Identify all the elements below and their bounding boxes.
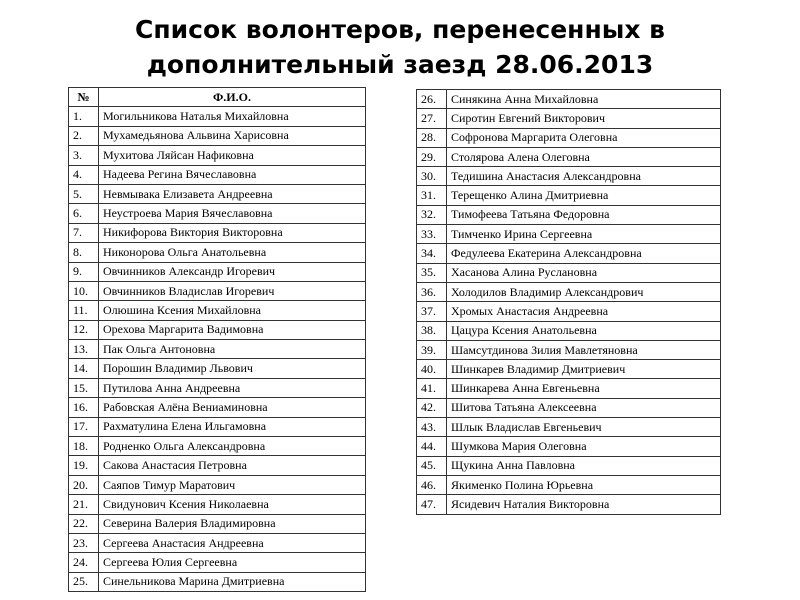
row-number: 28.: [417, 128, 447, 147]
row-number: 1.: [69, 107, 99, 126]
volunteer-name: Орехова Маргарита Вадимовна: [99, 320, 366, 339]
row-number: 33.: [417, 225, 447, 244]
volunteer-name: Якименко Полина Юрьевна: [447, 475, 721, 494]
table-row: [417, 244, 721, 263]
row-number: 38.: [417, 321, 447, 340]
row-number: 5.: [69, 184, 99, 203]
row-number: 41.: [417, 379, 447, 398]
table-row: [69, 398, 366, 417]
table-row: [417, 225, 721, 244]
volunteer-name: Овчинников Александр Игоревич: [99, 262, 366, 281]
volunteer-name: Терещенко Алина Дмитриевна: [447, 186, 721, 205]
table-row: [69, 184, 366, 203]
table-row: [69, 359, 366, 378]
volunteer-name: Шамсутдинова Зилия Мавлетяновна: [447, 340, 721, 359]
row-number: 32.: [417, 205, 447, 224]
row-number: 4.: [69, 165, 99, 184]
table-row: [69, 243, 366, 262]
table-row: [417, 205, 721, 224]
table-row: [69, 553, 366, 572]
row-number: 43.: [417, 418, 447, 437]
volunteer-name: Тимофеева Татьяна Федоровна: [447, 205, 721, 224]
volunteer-name: Могильникова Наталья Михайловна: [99, 107, 366, 126]
table-row: [417, 398, 721, 417]
row-number: 42.: [417, 398, 447, 417]
volunteer-name: Шлык Владислав Евгеньевич: [447, 418, 721, 437]
title-line-1: Список волонтеров, перенесенных в: [135, 15, 665, 44]
row-number: 37.: [417, 302, 447, 321]
row-number: 14.: [69, 359, 99, 378]
title-line-2: дополнительный заезд 28.06.2013: [146, 50, 654, 79]
page-title: [0, 12, 800, 82]
row-number: 27.: [417, 109, 447, 128]
volunteer-name: Рабовская Алёна Вениаминовна: [99, 398, 366, 417]
row-number: 10.: [69, 281, 99, 300]
table-row: [69, 417, 366, 436]
table-row: [417, 263, 721, 282]
table-row: [69, 320, 366, 339]
volunteer-name: Саяпов Тимур Маратович: [99, 475, 366, 494]
row-number: 11.: [69, 301, 99, 320]
volunteer-name: Рахматулина Елена Ильгамовна: [99, 417, 366, 436]
volunteer-name: Невмывака Елизавета Андреевна: [99, 184, 366, 203]
row-number: 22.: [69, 514, 99, 533]
volunteer-name: Сакова Анастасия Петровна: [99, 456, 366, 475]
table-row: [417, 90, 721, 109]
volunteer-name: Свидунович Ксения Николаевна: [99, 495, 366, 514]
table-row: [69, 572, 366, 591]
table-row: [417, 302, 721, 321]
volunteer-name: Тимченко Ирина Сергеевна: [447, 225, 721, 244]
row-number: 34.: [417, 244, 447, 263]
volunteer-name: Холодилов Владимир Александрович: [447, 282, 721, 301]
volunteer-name: Овчинников Владислав Игоревич: [99, 281, 366, 300]
table-row: [417, 321, 721, 340]
volunteer-name: Щукина Анна Павловна: [447, 456, 721, 475]
table-row: [69, 514, 366, 533]
row-number: 13.: [69, 340, 99, 359]
table-row: [69, 533, 366, 552]
table-row: [69, 281, 366, 300]
row-number: 25.: [69, 572, 99, 591]
table-row: [69, 126, 366, 145]
volunteer-name: Неустроева Мария Вячеславовна: [99, 204, 366, 223]
header-number: №: [69, 88, 99, 107]
row-number: 39.: [417, 340, 447, 359]
row-number: 15.: [69, 378, 99, 397]
row-number: 44.: [417, 437, 447, 456]
table-row: [69, 456, 366, 475]
volunteer-name: Мухамедьянова Альвина Харисовна: [99, 126, 366, 145]
table-row: [69, 495, 366, 514]
volunteer-name: Олюшина Ксения Михайловна: [99, 301, 366, 320]
volunteer-name: Сергеева Юлия Сергеевна: [99, 553, 366, 572]
table-row: [69, 437, 366, 456]
table-row: [69, 301, 366, 320]
volunteer-name: Синякина Анна Михайловна: [447, 90, 721, 109]
row-number: 2.: [69, 126, 99, 145]
row-number: 3.: [69, 146, 99, 165]
table-header-row: [69, 88, 366, 107]
volunteer-name: Путилова Анна Андреевна: [99, 378, 366, 397]
volunteer-name: Синельникова Марина Дмитриевна: [99, 572, 366, 591]
table-row: [69, 262, 366, 281]
row-number: 46.: [417, 475, 447, 494]
table-row: [417, 360, 721, 379]
table-row: [69, 223, 366, 242]
volunteer-name: Шумкова Мария Олеговна: [447, 437, 721, 456]
volunteer-name: Мухитова Ляйсан Нафиковна: [99, 146, 366, 165]
table-row: [69, 204, 366, 223]
volunteer-name: Порошин Владимир Львович: [99, 359, 366, 378]
volunteer-name: Никифорова Виктория Викторовна: [99, 223, 366, 242]
volunteer-name: Родненко Ольга Александровна: [99, 437, 366, 456]
row-number: 47.: [417, 495, 447, 514]
row-number: 30.: [417, 167, 447, 186]
row-number: 36.: [417, 282, 447, 301]
volunteer-name: Пак Ольга Антоновна: [99, 340, 366, 359]
row-number: 45.: [417, 456, 447, 475]
row-number: 16.: [69, 398, 99, 417]
volunteer-name: Хромых Анастасия Андреевна: [447, 302, 721, 321]
table-row: [417, 109, 721, 128]
row-number: 19.: [69, 456, 99, 475]
table-row: [69, 378, 366, 397]
volunteer-name: Ясидевич Наталия Викторовна: [447, 495, 721, 514]
volunteer-name: Софронова Маргарита Олеговна: [447, 128, 721, 147]
row-number: 6.: [69, 204, 99, 223]
row-number: 18.: [69, 437, 99, 456]
volunteer-name: Федулеева Екатерина Александровна: [447, 244, 721, 263]
volunteer-name: Тедишина Анастасия Александровна: [447, 167, 721, 186]
table-row: [417, 167, 721, 186]
row-number: 35.: [417, 263, 447, 282]
row-number: 24.: [69, 553, 99, 572]
row-number: 26.: [417, 90, 447, 109]
row-number: 21.: [69, 495, 99, 514]
table-row: [417, 475, 721, 494]
volunteer-name: Северина Валерия Владимировна: [99, 514, 366, 533]
volunteer-name: Шинкарев Владимир Дмитриевич: [447, 360, 721, 379]
volunteer-table-right: [416, 89, 721, 515]
volunteer-name: Цацура Ксения Анатольевна: [447, 321, 721, 340]
row-number: 12.: [69, 320, 99, 339]
volunteer-name: Шинкарева Анна Евгеньевна: [447, 379, 721, 398]
table-row: [417, 340, 721, 359]
table-row: [417, 186, 721, 205]
row-number: 23.: [69, 533, 99, 552]
row-number: 17.: [69, 417, 99, 436]
table-row: [417, 418, 721, 437]
table-row: [69, 475, 366, 494]
row-number: 40.: [417, 360, 447, 379]
volunteer-table-left: [68, 87, 366, 592]
table-row: [69, 146, 366, 165]
table-row: [417, 456, 721, 475]
row-number: 7.: [69, 223, 99, 242]
row-number: 20.: [69, 475, 99, 494]
volunteer-name: Сиротин Евгений Викторович: [447, 109, 721, 128]
row-number: 8.: [69, 243, 99, 262]
table-row: [417, 379, 721, 398]
table-row: [417, 128, 721, 147]
volunteer-name: Сергеева Анастасия Андреевна: [99, 533, 366, 552]
row-number: 31.: [417, 186, 447, 205]
table-row: [417, 282, 721, 301]
table-row: [69, 165, 366, 184]
table-row: [417, 437, 721, 456]
header-full-name: Ф.И.О.: [99, 88, 366, 107]
volunteer-name: Надеева Регина Вячеславовна: [99, 165, 366, 184]
volunteer-name: Столярова Алена Олеговна: [447, 147, 721, 166]
table-row: [69, 107, 366, 126]
volunteer-name: Никонорова Ольга Анатольевна: [99, 243, 366, 262]
volunteer-name: Хасанова Алина Руслановна: [447, 263, 721, 282]
row-number: 9.: [69, 262, 99, 281]
table-row: [417, 495, 721, 514]
table-row: [417, 147, 721, 166]
row-number: 29.: [417, 147, 447, 166]
table-row: [69, 340, 366, 359]
volunteer-name: Шитова Татьяна Алексеевна: [447, 398, 721, 417]
